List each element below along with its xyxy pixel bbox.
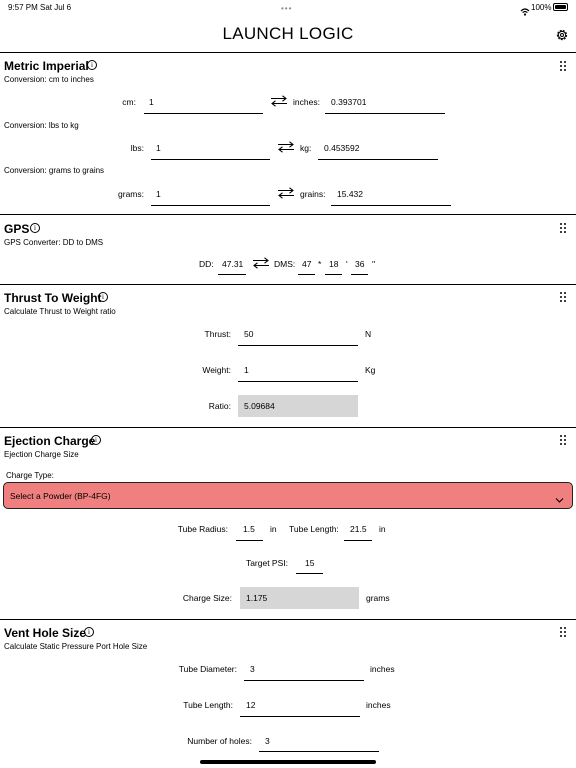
- home-indicator[interactable]: [200, 760, 376, 764]
- target-psi-underline[interactable]: [296, 573, 323, 574]
- wifi-icon: [520, 3, 530, 21]
- thrust-unit: N: [365, 329, 372, 339]
- section-title-ejection-charge: Ejection Charge: [4, 434, 96, 448]
- caption-thrust-to-weight: Calculate Thrust to Weight ratio: [4, 307, 116, 316]
- info-icon[interactable]: [98, 292, 108, 302]
- tube-radius-unit: in: [270, 524, 277, 534]
- vent-tube-length-underline[interactable]: [240, 716, 360, 717]
- dms-degrees-underline[interactable]: [298, 274, 315, 275]
- powder-select-value: Select a Powder (BP-4FG): [10, 491, 111, 501]
- minute-symbol: ': [346, 259, 348, 269]
- caption-grams-grains: Conversion: grams to grains: [4, 166, 105, 175]
- charge-size-unit: grams: [366, 593, 390, 603]
- vent-tube-length-unit: inches: [366, 700, 391, 710]
- tube-diameter-underline[interactable]: [244, 680, 364, 681]
- grains-input-underline[interactable]: [331, 205, 451, 206]
- dd-input-underline[interactable]: [218, 274, 246, 275]
- grams-input-value[interactable]: 1: [156, 189, 161, 199]
- grains-label: grains:: [300, 189, 326, 199]
- section-divider: [0, 284, 576, 285]
- dms-degrees-value[interactable]: 47: [302, 259, 312, 269]
- holes-value[interactable]: 3: [265, 736, 270, 746]
- section-title-vent-hole-size: Vent Hole Size: [4, 626, 87, 640]
- section-title-gps: GPS: [4, 222, 30, 236]
- multitask-dots-icon[interactable]: •••: [281, 4, 293, 13]
- grains-output-value[interactable]: 15.432: [337, 189, 363, 199]
- degree-symbol: *: [318, 259, 322, 269]
- tube-diameter-unit: inches: [370, 664, 395, 674]
- info-icon[interactable]: [30, 223, 40, 233]
- dd-label: DD:: [199, 259, 214, 269]
- ratio-label: Ratio:: [208, 401, 231, 411]
- holes-label: Number of holes:: [187, 736, 252, 746]
- grams-input-underline[interactable]: [151, 205, 270, 206]
- grams-label: grams:: [118, 189, 144, 199]
- weight-unit: Kg: [365, 365, 376, 375]
- dms-minutes-underline[interactable]: [325, 274, 342, 275]
- cm-input-value[interactable]: 1: [149, 97, 154, 107]
- battery-percent: 100%: [531, 3, 552, 12]
- holes-underline[interactable]: [259, 751, 379, 752]
- caption-gps: GPS Converter: DD to DMS: [4, 238, 104, 247]
- dms-seconds-underline[interactable]: [351, 274, 368, 275]
- caption-lbs-kg: Conversion: lbs to kg: [4, 121, 79, 130]
- kg-output-value[interactable]: 0.453592: [324, 143, 360, 153]
- thrust-input-value[interactable]: 50: [244, 329, 254, 339]
- battery-icon: [553, 3, 568, 11]
- dms-label: DMS:: [274, 259, 296, 269]
- kg-label: kg:: [300, 143, 312, 153]
- info-icon[interactable]: [87, 60, 97, 70]
- weight-label: Weight:: [202, 365, 231, 375]
- lbs-input-underline[interactable]: [151, 159, 270, 160]
- tube-radius-value[interactable]: 1.5: [243, 524, 255, 534]
- inches-output-value[interactable]: 0.393701: [331, 97, 367, 107]
- drag-handle-icon[interactable]: [560, 627, 568, 637]
- lbs-input-value[interactable]: 1: [156, 143, 161, 153]
- status-date: Sat Jul 6: [40, 3, 72, 12]
- info-icon[interactable]: [91, 435, 101, 445]
- caption-vent-hole: Calculate Static Pressure Port Hole Size: [4, 642, 148, 651]
- charge-size-value: 1.175: [246, 593, 268, 603]
- target-psi-value[interactable]: 15: [305, 558, 315, 568]
- tube-length-label: Tube Length:: [289, 524, 339, 534]
- tube-diameter-label: Tube Diameter:: [178, 664, 237, 674]
- drag-handle-icon[interactable]: [560, 435, 568, 445]
- dms-seconds-value[interactable]: 36: [355, 259, 365, 269]
- tube-length-underline[interactable]: [344, 540, 372, 541]
- swap-arrows-icon[interactable]: [277, 141, 295, 153]
- vent-tube-length-value[interactable]: 12: [246, 700, 256, 710]
- swap-arrows-icon[interactable]: [277, 187, 295, 199]
- section-divider: [0, 427, 576, 428]
- drag-handle-icon[interactable]: [560, 292, 568, 302]
- thrust-input-underline[interactable]: [238, 345, 358, 346]
- second-symbol: '': [372, 259, 376, 269]
- tube-radius-label: Tube Radius:: [177, 524, 228, 534]
- tube-length-unit: in: [379, 524, 386, 534]
- ratio-output-value: 5.09684: [244, 401, 275, 411]
- cm-input-underline[interactable]: [144, 113, 263, 114]
- thrust-label: Thrust:: [204, 329, 231, 339]
- tube-diameter-value[interactable]: 3: [250, 664, 255, 674]
- kg-input-underline[interactable]: [318, 159, 438, 160]
- app-title: LAUNCH LOGIC: [222, 24, 354, 43]
- header-divider: [0, 52, 576, 53]
- section-title-thrust-to-weight: Thrust To Weight: [4, 291, 102, 305]
- status-time: 9:57 PM: [8, 3, 38, 12]
- weight-input-underline[interactable]: [238, 381, 358, 382]
- dms-minutes-value[interactable]: 18: [329, 259, 339, 269]
- caption-ejection-charge: Ejection Charge Size: [4, 450, 79, 459]
- section-title-metric-imperial: Metric Imperial: [4, 59, 89, 73]
- caption-cm-inches: Conversion: cm to inches: [4, 75, 94, 84]
- vent-tube-length-label: Tube Length:: [183, 700, 233, 710]
- gear-icon[interactable]: [555, 28, 569, 47]
- target-psi-label: Target PSI:: [245, 558, 288, 568]
- info-icon[interactable]: [84, 627, 94, 637]
- section-divider: [0, 619, 576, 620]
- tube-length-value[interactable]: 21.5: [350, 524, 367, 534]
- dd-input-value[interactable]: 47.31: [222, 259, 244, 269]
- weight-input-value[interactable]: 1: [244, 365, 249, 375]
- chevron-down-icon: [555, 491, 564, 509]
- cm-label: cm:: [122, 97, 136, 107]
- tube-radius-underline[interactable]: [236, 540, 263, 541]
- charge-size-label: Charge Size:: [182, 593, 232, 603]
- swap-arrows-icon[interactable]: [270, 95, 288, 107]
- inches-label: inches:: [293, 97, 320, 107]
- section-divider: [0, 214, 576, 215]
- drag-handle-icon[interactable]: [560, 61, 568, 71]
- powder-select[interactable]: [3, 482, 573, 509]
- inches-input-underline[interactable]: [325, 113, 445, 114]
- lbs-label: lbs:: [130, 143, 144, 153]
- drag-handle-icon[interactable]: [560, 223, 568, 233]
- swap-arrows-icon[interactable]: [252, 257, 270, 269]
- charge-type-label: Charge Type:: [6, 471, 54, 480]
